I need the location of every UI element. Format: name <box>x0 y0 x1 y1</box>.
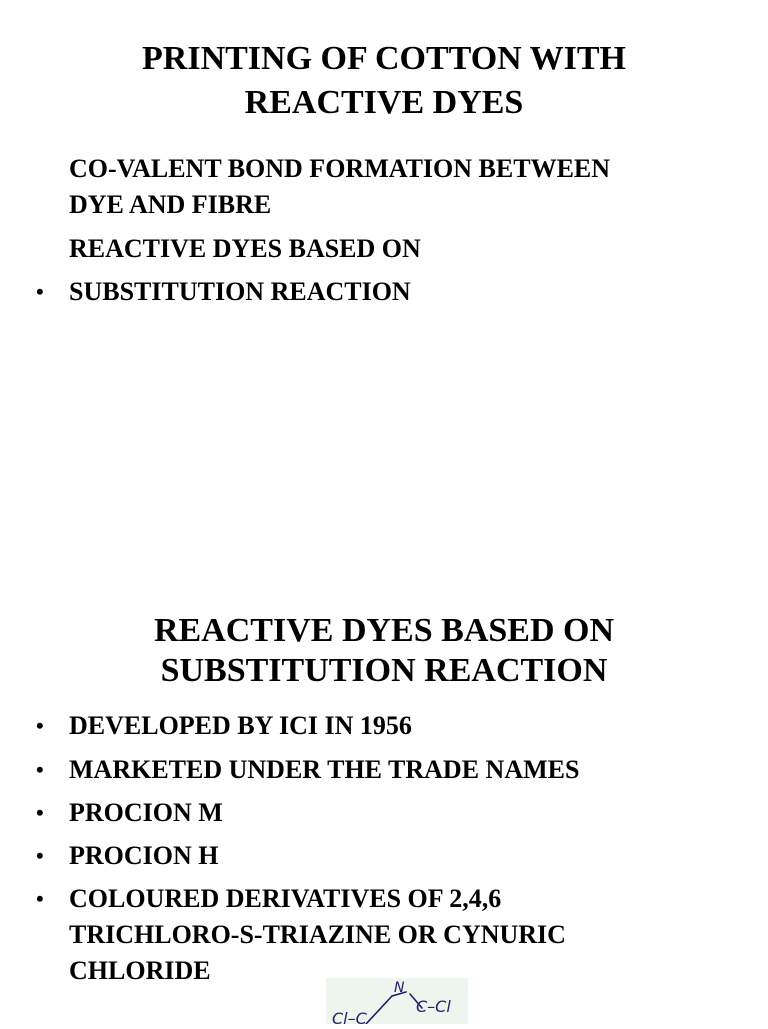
slide1-text-line3: REACTIVE DYES BASED ON <box>69 234 421 263</box>
slide1-bullet-item: SUBSTITUTION REACTION <box>69 277 411 306</box>
slide1-title-line1: PRINTING OF COTTON WITH <box>142 40 626 77</box>
slide1-text-line2: DYE AND FIBRE <box>69 190 272 219</box>
slide1-title-line2: REACTIVE DYES <box>244 84 524 121</box>
slide1-text-line1: CO-VALENT BOND FORMATION BETWEEN <box>69 154 611 183</box>
bullet-dot: • <box>36 886 44 911</box>
sketch-label-right: C–Cl <box>416 997 451 1016</box>
bullet-dot: • <box>36 757 44 782</box>
sketch-label-top: N <box>394 980 405 996</box>
slide2-bullet-item: PROCION M <box>69 798 223 827</box>
bullet-dot: • <box>36 713 44 738</box>
slide2-title-line1: REACTIVE DYES BASED ON <box>153 612 615 649</box>
slide2-bullet-item: MARKETED UNDER THE TRADE NAMES <box>69 755 580 784</box>
bullet-dot: • <box>36 843 44 868</box>
slide2-bullet-item: COLOURED DERIVATIVES OF 2,4,6 <box>69 884 502 913</box>
slide2-bullet-item: PROCION H <box>69 841 219 870</box>
bullet-dot: • <box>36 279 44 304</box>
bullet-dot: • <box>36 800 44 825</box>
slide2-bullet-item-continued: CHLORIDE <box>69 956 211 985</box>
slide2-bullet-item-continued: TRICHLORO-S-TRIAZINE OR CYNURIC <box>69 920 566 949</box>
slide2-bullet-item: DEVELOPED BY ICI IN 1956 <box>69 711 412 740</box>
triazine-structure-sketch <box>326 978 468 1024</box>
sketch-label-left: Cl–C <box>332 1009 367 1024</box>
slide2-title-line2: SUBSTITUTION REACTION <box>160 652 608 689</box>
